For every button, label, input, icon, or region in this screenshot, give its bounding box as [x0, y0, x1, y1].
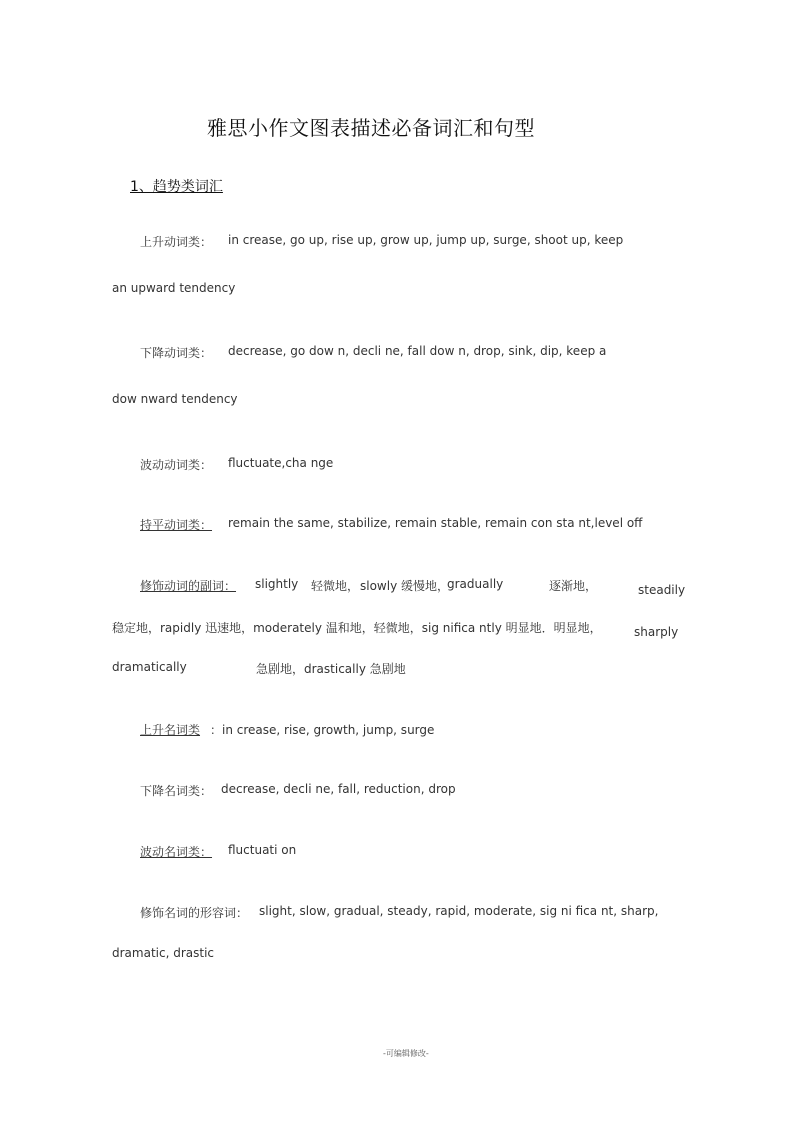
- fall-verbs-label: 下降动词类：: [140, 346, 213, 360]
- adverb-steadily: steadily: [638, 583, 686, 597]
- adverbs-line2: 稳定地，rapidly 迅速地，moderately 温和地，轻微地，sig nifica ntly 明显地．明显地，: [112, 621, 602, 635]
- rise-nouns-label: 上升名词类: [140, 723, 201, 737]
- fall-verbs-text: decrease, go dow n, decli ne, fall dow n, drop, sink, dip, keep a: [228, 344, 607, 358]
- rise-verbs-text-cont: an upward tendency: [112, 281, 236, 295]
- level-verbs-text: remain the same, stabilize, remain stable, remain con sta nt,level off: [228, 516, 643, 530]
- section-heading-trend-vocabulary: 1、趋势类词汇: [130, 179, 223, 195]
- fluct-verbs-label: 波动动词类：: [140, 458, 213, 472]
- adverbs-line3: 急剧地，drastically 急剧地: [256, 662, 406, 676]
- fall-nouns-label: 下降名词类：: [140, 784, 213, 798]
- fluct-nouns-text: fluctuati on: [228, 843, 297, 857]
- adverb-gradually: gradually: [447, 577, 504, 591]
- fluct-nouns-label: 波动名词类：: [140, 845, 213, 859]
- fall-nouns-text: decrease, decli ne, fall, reduction, drop: [221, 782, 456, 796]
- adverb-sharply: sharply: [634, 625, 679, 639]
- adjectives-label: 修饰名词的形容词：: [140, 906, 249, 920]
- rise-verbs-text: in crease, go up, rise up, grow up, jump up, surge, shoot up, keep: [228, 233, 624, 247]
- adverb-slightly-cn: 轻微地，: [311, 579, 360, 593]
- level-verbs-label: 持平动词类：: [140, 518, 213, 532]
- adverb-gradually-cn: 逐渐地，: [549, 579, 598, 593]
- adverb-slowly: slowly 缓慢地，: [360, 579, 449, 593]
- fall-verbs-text-cont: dow nward tendency: [112, 392, 238, 406]
- adverbs-label: 修饰动词的副词：: [140, 579, 237, 593]
- adverb-dramatically: dramatically: [112, 660, 187, 674]
- rise-nouns-text: ：in crease, rise, growth, jump, surge: [210, 723, 435, 737]
- adjectives-text: slight, slow, gradual, steady, rapid, moderate, sig ni fica nt, sharp,: [259, 904, 659, 918]
- adjectives-text-cont: dramatic, drastic: [112, 946, 215, 960]
- adverb-slightly: slightly: [255, 577, 299, 591]
- fluct-verbs-text: fluctuate,cha nge: [228, 456, 334, 470]
- page-footer: -可编辑修改-: [383, 1049, 429, 1058]
- rise-verbs-label: 上升动词类：: [140, 235, 213, 249]
- page-title: 雅思小作文图表描述必备词汇和句型: [207, 116, 535, 140]
